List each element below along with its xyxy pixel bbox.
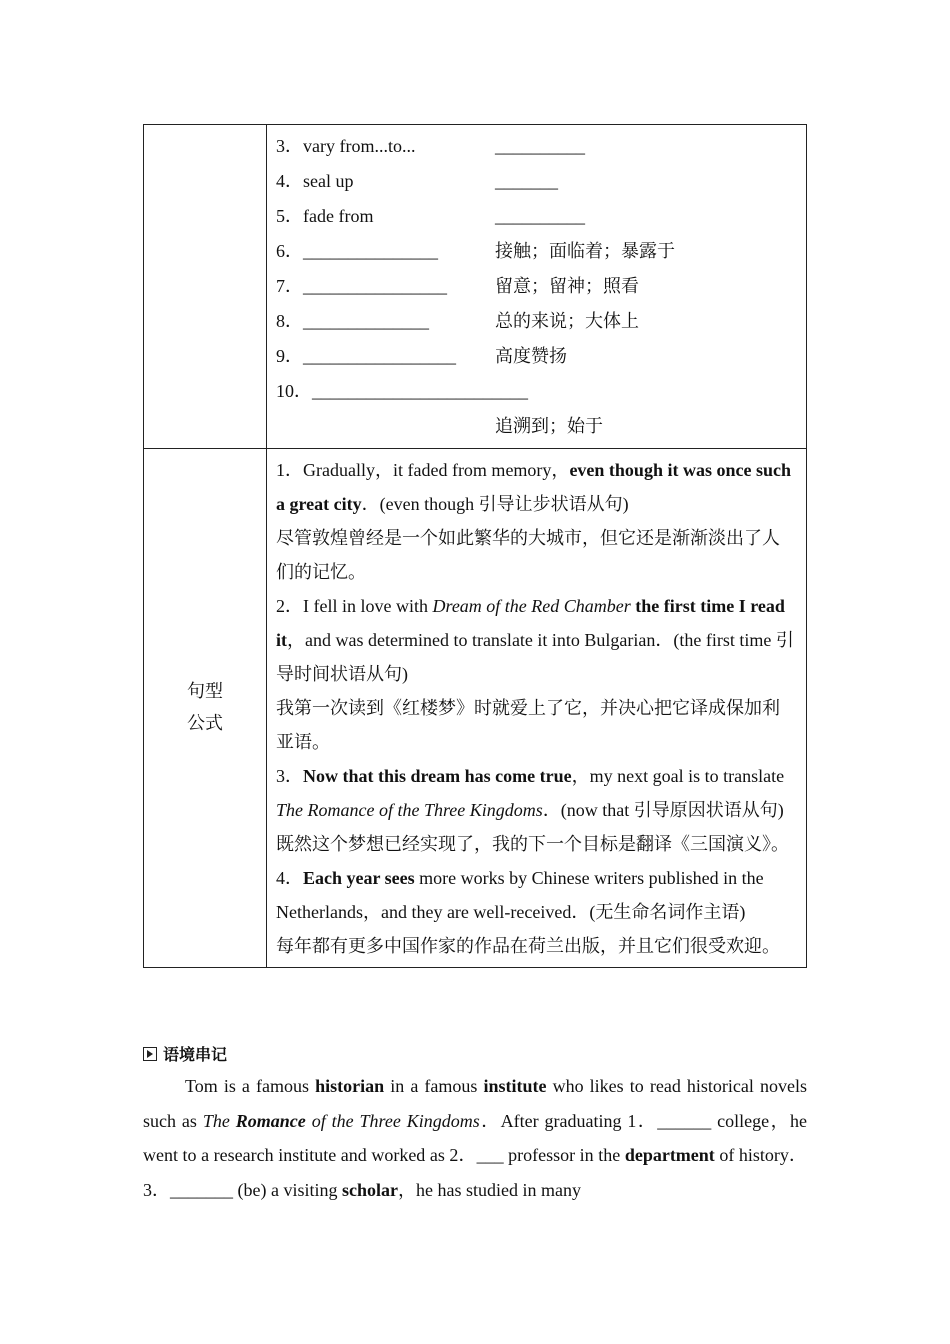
- vocab-content-cell: [267, 125, 807, 449]
- vocab-row: [144, 125, 807, 449]
- sentence-2-translation: 我第一次读到《红楼梦》时就爱上了它，并决心把它译成保加利亚语。: [276, 698, 780, 752]
- sentence-content-cell: [267, 449, 807, 968]
- vocab-item: 10．________________________: [276, 381, 528, 401]
- phrase-sentence-table: [143, 124, 807, 968]
- vocab-label-cell: [144, 125, 267, 449]
- vocab-item: 5．fade from __________: [276, 206, 585, 226]
- sentence-row: [144, 449, 807, 968]
- sentence-2: 2．I fell in love with Dream of the Red Chamber the first time I read it，and was determined to translate it into Bulgarian．(the first time 引导时间状语从句): [276, 596, 794, 684]
- sentence-3: 3．Now that this dream has come true，my next goal is to translate The Romance of the Three Kingdoms．(now that 引导原因状语从句): [276, 766, 785, 820]
- sentence-4-translation: 每年都有更多中国作家的作品在荷兰出版，并且它们很受欢迎。: [276, 936, 780, 956]
- vocab-item: 8．______________ 总的来说；大体上: [276, 311, 639, 331]
- vocab-item: 9．_________________ 高度赞扬: [276, 346, 567, 366]
- sentence-4: 4．Each year sees more works by Chinese writers published in the Netherlands，and they are well-received．(无生命名词作主语): [276, 868, 764, 922]
- sentence-pattern-label: 句型 公式: [144, 449, 267, 968]
- context-paragraph: Tom is a famous historian in a famous institute who likes to read historical novels such as The Romance of the Three Kingdoms．After graduating 1．______ college，he went to a research institute and worked as 2．___ professor in the department of history．3．_______ (be) a visiting scholar，he has studied in many: [143, 1076, 807, 1200]
- sentence-1: 1．Gradually，it faded from memory，even though it was once such a great city．(even though 引导让步状语从句): [276, 460, 791, 514]
- vocab-item: 6．_______________ 接触；面临着；暴露于: [276, 241, 675, 261]
- vocab-item: 7．________________ 留意；留神；照看: [276, 276, 639, 296]
- vocab-item: 4．seal up _______: [276, 171, 558, 191]
- sentence-3-translation: 既然这个梦想已经实现了，我的下一个目标是翻译《三国演义》。: [276, 834, 789, 854]
- play-triangle-icon: [143, 1047, 157, 1061]
- context-heading: 语境串记: [143, 1044, 227, 1066]
- sentence-1-translation: 尽管敦煌曾经是一个如此繁华的大城市，但它还是渐渐淡出了人们的记忆。: [276, 528, 780, 582]
- vocab-item: 追溯到；始于: [495, 416, 603, 436]
- vocab-item: 3．vary from...to... __________: [276, 136, 585, 156]
